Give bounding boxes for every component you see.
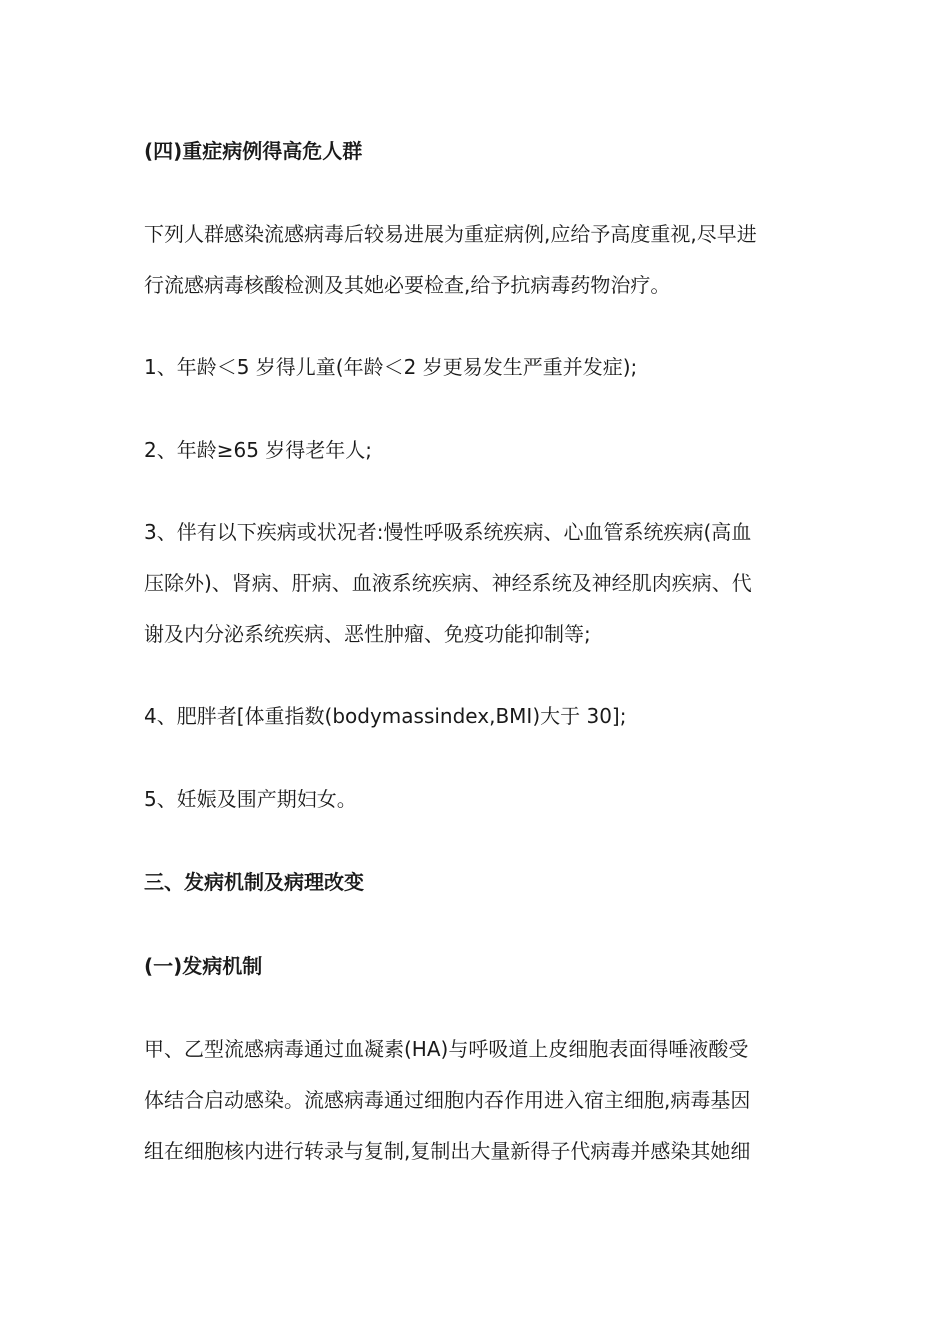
mechanism-line: 体结合启动感染。流感病毒通过细胞内吞作用进入宿主细胞,病毒基因 bbox=[144, 1088, 751, 1112]
intro-line: 行流感病毒核酸检测及其她必要检查,给予抗病毒药物治疗。 bbox=[144, 273, 671, 297]
list-item-5: 5、妊娠及围产期妇女。 bbox=[144, 787, 357, 811]
list-item-3 bbox=[144, 507, 812, 660]
list-item-3-line: 压除外)、肾病、肝病、血液系统疾病、神经系统及神经肌肉疾病、代 bbox=[144, 571, 752, 595]
list-item-4: 4、肥胖者[体重指数(bodymassindex,BMI)大于 30]; bbox=[144, 704, 627, 728]
intro-line: 下列人群感染流感病毒后较易进展为重症病例,应给予高度重视,尽早进 bbox=[144, 222, 757, 246]
heading-high-risk-groups: (四)重症病例得高危人群 bbox=[144, 139, 363, 163]
mechanism-paragraph bbox=[144, 1024, 812, 1177]
subsection-heading-mechanism: (一)发病机制 bbox=[144, 954, 263, 978]
mechanism-line: 甲、乙型流感病毒通过血凝素(HA)与呼吸道上皮细胞表面得唾液酸受 bbox=[144, 1037, 749, 1061]
list-item-3-line: 谢及内分泌系统疾病、恶性肿瘤、免疫功能抑制等; bbox=[144, 622, 591, 646]
list-item-2: 2、年龄≥65 岁得老年人; bbox=[144, 438, 373, 462]
section-heading-pathogenesis: 三、发病机制及病理改变 bbox=[144, 870, 364, 894]
mechanism-line: 组在细胞核内进行转录与复制,复制出大量新得子代病毒并感染其她细 bbox=[144, 1139, 751, 1163]
list-item-3-line: 3、伴有以下疾病或状况者:慢性呼吸系统疾病、心血管系统疾病(高血 bbox=[144, 520, 752, 544]
list-item-1: 1、年龄＜5 岁得儿童(年龄＜2 岁更易发生严重并发症); bbox=[144, 355, 638, 379]
intro-paragraph bbox=[144, 209, 812, 311]
